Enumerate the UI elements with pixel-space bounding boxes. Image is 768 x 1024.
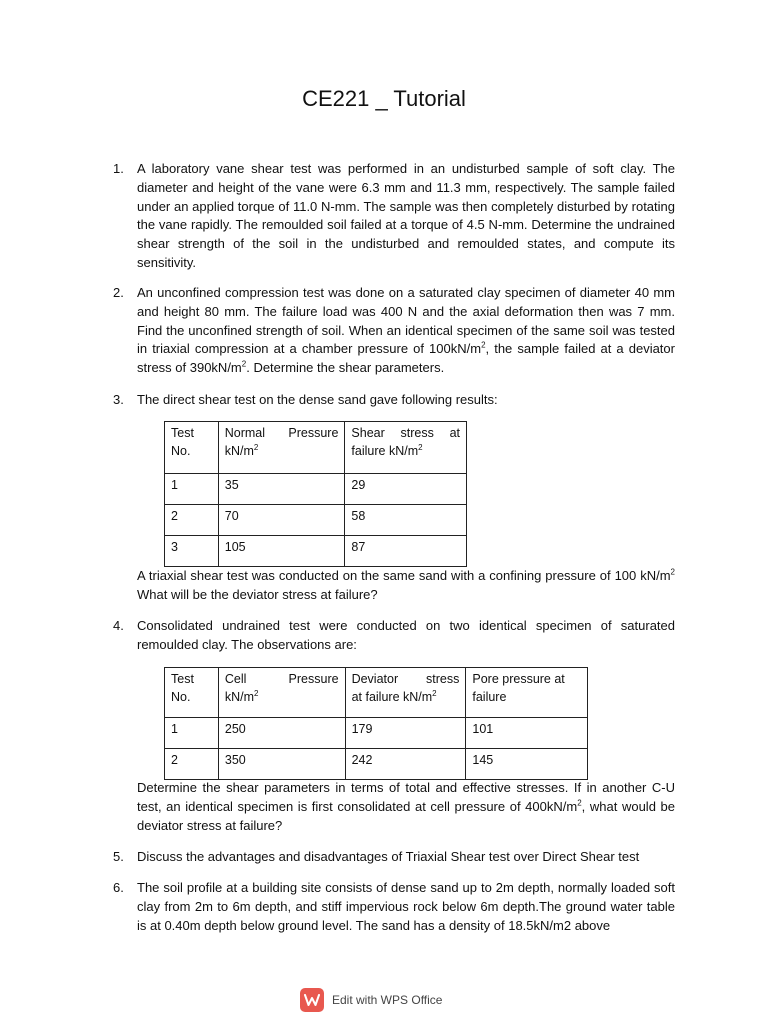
question-2 (113, 284, 675, 378)
question-text: Consolidated undrained test were conducted on two identical specimen of saturated remoulded clay. The observations are: (137, 618, 675, 652)
table-row (165, 474, 467, 505)
table-header-cell: Test No. (165, 668, 219, 718)
table-cell: 87 (345, 536, 467, 567)
question-number: 2. (113, 285, 124, 300)
table-cell: 179 (345, 718, 466, 749)
table-cell: 35 (218, 474, 345, 505)
question-text: The direct shear test on the dense sand gave following results: (137, 392, 498, 407)
table-cell: 1 (165, 474, 219, 505)
table-cell: 145 (466, 749, 588, 780)
table-header-cell: Test No. (165, 422, 219, 474)
table-header-cell: Shear stress at failure $kN/m^2$ (345, 422, 467, 474)
direct-shear-table (164, 421, 467, 567)
table-cell: 2 (165, 505, 219, 536)
question-1 (113, 160, 675, 273)
table-cell: 250 (218, 718, 345, 749)
table-cell: 242 (345, 749, 466, 780)
question-text: Discuss the advantages and disadvantages of Triaxial Shear test over Direct Shear test (137, 849, 640, 864)
question-3 (113, 391, 675, 410)
wps-label: Edit with WPS Office (332, 993, 443, 1007)
table-row (165, 505, 467, 536)
question-number: 4. (113, 618, 124, 633)
table-row (165, 749, 588, 780)
question-number: 6. (113, 880, 124, 895)
table-cell: 2 (165, 749, 219, 780)
edit-with-wps-button[interactable] (300, 988, 442, 1012)
table-cell: 29 (345, 474, 467, 505)
table-cell: 105 (218, 536, 345, 567)
consolidated-undrained-table (164, 667, 588, 780)
table-row (165, 718, 588, 749)
table-cell: 70 (218, 505, 345, 536)
question-5 (113, 848, 675, 867)
table-header-cell: Pore pressure at failure (466, 668, 588, 718)
table-header-cell: Cell Pressure $kN/m^2$ (218, 668, 345, 718)
table-cell: 58 (345, 505, 467, 536)
question-number: 3. (113, 392, 124, 407)
table-header-cell: Deviator stress at failure $kN/m^2$ (345, 668, 466, 718)
table-cell: 1 (165, 718, 219, 749)
question-text: An unconfined compression test was done on a saturated clay specimen of diameter 40 mm and height 80 mm. The failure load was 400 N and the axial deformation then was 7 mm. Find the unconfined strength of soil. When an identical specimen of the same soil was tested in triaxial compression at a chamber pressure of $100kN/m^2$, the sample failed at a deviator stress of $390kN/m^2$. Determine the shear parameters. (137, 285, 675, 376)
table-cell: 350 (218, 749, 345, 780)
table-header-cell: Normal Pressure $kN/m^2$ (218, 422, 345, 474)
table-cell: 3 (165, 536, 219, 567)
page-title: CE221 _ Tutorial (302, 86, 466, 111)
question-text: A laboratory vane shear test was performed in an undisturbed sample of soft clay. The diameter and height of the vane were 6.3 mm and 11.3 mm, respectively. The sample failed under an applied torque of 11.0 N-mm. The sample was then completely disturbed by rotating the vane rapidly. The remoulded soil failed at a torque of 4.5 N-mm. Determine the undrained shear strength of the soil in the undisturbed and remoulded states, and compute its sensitivity. (137, 161, 675, 270)
question-number: 5. (113, 849, 124, 864)
question-4 (113, 617, 675, 655)
wps-logo-icon (300, 988, 324, 1012)
question-4-followup: Determine the shear parameters in terms of total and effective stresses. If in another C-U test, an identical specimen is first consolidated at cell pressure of $400kN/m^2$, what would be deviator stress at failure? (137, 780, 675, 833)
question-text: The soil profile at a building site consists of dense sand up to 2m depth, normally loaded soft clay from 2m to 6m depth, and stiff impervious rock below 6m depth.The ground water table is at 0.40m depth below ground level. The sand has a density of 18.5kN/m2 above (137, 880, 675, 933)
question-3-followup: A triaxial shear test was conducted on the same sand with a confining pressure of 100 $kN/m^2$ What will be the deviator stress at failure? (137, 567, 675, 602)
question-number: 1. (113, 161, 124, 176)
question-6 (113, 879, 675, 935)
table-cell: 101 (466, 718, 588, 749)
table-row (165, 536, 467, 567)
